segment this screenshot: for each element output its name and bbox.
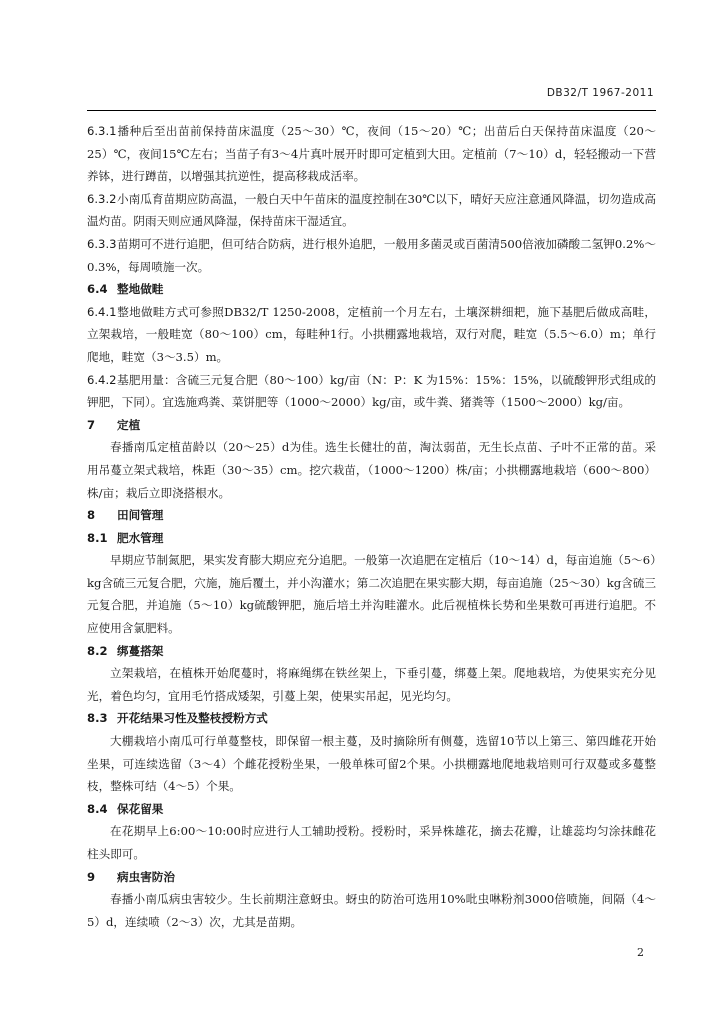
section-heading xyxy=(87,527,656,550)
section-heading xyxy=(87,866,656,889)
clause-text: 整地做畦方式可参照DB32/T 1250-2008，定植前一个月左右，土壤深耕细耙，施下基肥后做成高畦，立架栽培，一般畦宽（80～100）cm，每畦种1行。小拱棚露地栽培，双行对爬，畦宽（5.5～6.0）m；单行爬地，畦宽（3～3.5）m。 xyxy=(87,304,656,364)
section-heading xyxy=(87,504,656,527)
clause-number: 8.1 xyxy=(87,530,108,545)
heading-text: 绑蔓搭架 xyxy=(117,643,164,658)
clause-number: 6.4.1 xyxy=(87,304,117,319)
clause-number: 9 xyxy=(87,869,96,884)
numbered-clause xyxy=(87,369,656,414)
clause-number: 6.4 xyxy=(87,282,108,297)
clause-number: 7 xyxy=(87,417,96,432)
clause-text: 在花期早上6:00～10:00时应进行人工辅助授粉。授粉时，采异株雄花，摘去花瓣，让雄蕊均匀涂抹雌花柱头即可。 xyxy=(87,824,656,861)
clause-number: 6.3.3 xyxy=(87,236,117,251)
clause-text: 基肥用量：含硫三元复合肥（80～100）kg/亩（N：P：K 为15%：15%：15%，以硫酸钾形式组成的钾肥，下同）。宜选施鸡粪、菜饼肥等（1000～2000）kg/亩，或牛粪、猪粪等（1500～2000）kg/亩。 xyxy=(87,372,656,410)
clause-number: 8.3 xyxy=(87,711,108,726)
clause-number: 8.2 xyxy=(87,643,108,658)
clause-text: 小南瓜育苗期应防高温，一般白天中午苗床的温度控制在30℃以下，晴好天应注意通风降温，切勿造成高温灼苗。阴雨天则应通风降湿，保持苗床干湿适宜。 xyxy=(87,191,656,229)
clause-text: 春播小南瓜病虫害较少。生长前期注意蚜虫。蚜虫的防治可选用10%吡虫啉粉剂3000倍喷施，间隔（4～5）d，连续喷（2～3）次，尤其是苗期。 xyxy=(87,892,656,929)
clause-number: 6.4.2 xyxy=(87,372,117,387)
heading-text: 田间管理 xyxy=(117,508,164,523)
heading-text: 病虫害防治 xyxy=(117,869,175,884)
numbered-clause xyxy=(87,301,656,369)
section-heading xyxy=(87,798,656,821)
clause-text: 立架栽培，在植株开始爬蔓时，将麻绳绑在铁丝架上，下垂引蔓，绑蔓上架。爬地栽培，为使果实充分见光，着色均匀，宜用毛竹搭成矮架，引蔓上架，使果实吊起，见光均匀。 xyxy=(87,666,656,703)
clause-text: 早期应节制氮肥，果实发育膨大期应充分追肥。一般第一次追肥在定植后（10～14）d，每亩追施（5～6）kg含硫三元复合肥，穴施，施后覆土，并小沟灌水；第二次追肥在果实膨大期，每亩追施（25～30）kg含硫三元复合肥，并追施（5～10）kg硫酸钾肥，施后培土并沟畦灌水。此后视植株长势和坐果数可再进行追肥。不应使用含氯肥料。 xyxy=(87,553,656,636)
heading-text: 定植 xyxy=(117,417,141,432)
heading-text: 肥水管理 xyxy=(117,530,164,545)
numbered-clause xyxy=(87,188,656,233)
heading-text: 开花结果习性及整枝授粉方式 xyxy=(117,711,268,726)
body-paragraph xyxy=(87,820,656,865)
standard-code: DB32/T 1967-2011 xyxy=(546,87,654,99)
clause-number: 8.4 xyxy=(87,801,108,816)
document-body xyxy=(87,120,656,933)
body-paragraph xyxy=(87,730,656,798)
numbered-clause xyxy=(87,233,656,278)
body-paragraph xyxy=(87,662,656,707)
clause-number: 8 xyxy=(87,508,96,523)
clause-number: 6.3.2 xyxy=(87,191,117,206)
body-paragraph xyxy=(87,436,656,504)
clause-text: 播种后至出苗前保持苗床温度（25～30）℃，夜间（15～20）℃；出苗后白天保持苗床温度（20～25）℃，夜间15℃左右；当苗子有3～4片真叶展开时即可定植到大田。定植前（7～10）d，轻轻搬动一下营养钵，进行蹲苗，以增强其抗逆性，提高移栽成活率。 xyxy=(87,124,656,184)
heading-text: 整地做畦 xyxy=(117,282,164,297)
clause-number: 6.3.1 xyxy=(87,124,117,138)
section-heading xyxy=(87,278,656,301)
section-heading xyxy=(87,414,656,437)
heading-text: 保花留果 xyxy=(117,801,164,816)
section-heading xyxy=(87,640,656,663)
section-heading xyxy=(87,707,656,730)
clause-text: 苗期可不进行追肥，但可结合防病，进行根外追肥，一般用多菌灵或百菌清500倍液加磷酸二氢钾0.2%～0.3%，每周喷施一次。 xyxy=(87,236,656,274)
header-divider xyxy=(87,110,656,111)
body-paragraph xyxy=(87,549,656,639)
page-number: 2 xyxy=(637,946,644,959)
clause-text: 大棚栽培小南瓜可行单蔓整枝，即保留一根主蔓，及时摘除所有侧蔓，选留10节以上第三、第四雌花开始坐果，可连续选留（3～4）个雌花授粉坐果，一般单株可留2个果。小拱棚露地爬地栽培则可行双蔓或多蔓整枝，整株可结（4～5）个果。 xyxy=(87,734,656,794)
body-paragraph xyxy=(87,888,656,933)
clause-text: 春播南瓜定植苗龄以（20～25）d为佳。选生长健壮的苗，淘汰弱苗，无生长点苗、子叶不正常的苗。采用吊蔓立架式栽培，株距（30～35）cm。挖穴栽苗，（1000～1200）株/亩；小拱棚露地栽培（600～800）株/亩；栽后立即浇搭根水。 xyxy=(87,440,656,500)
numbered-clause xyxy=(87,120,656,188)
